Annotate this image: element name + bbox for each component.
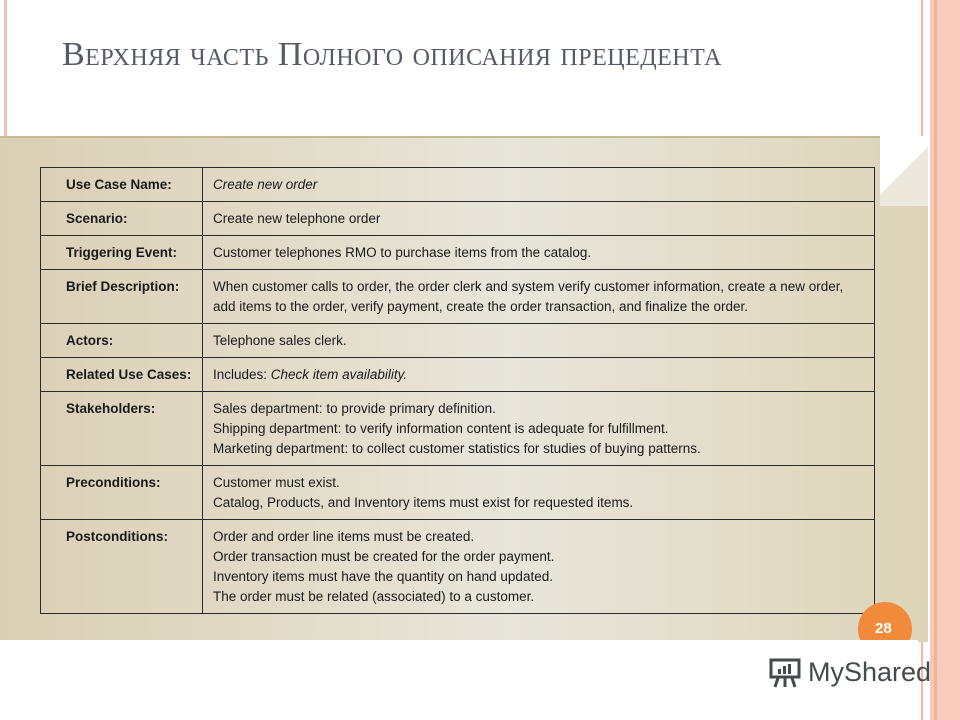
row-label: Related Use Cases: [41, 358, 203, 392]
row-value [203, 202, 875, 236]
row-value [203, 358, 875, 392]
row-label: Triggering Event: [41, 236, 203, 270]
value-line: Shipping department: to verify information content is adequate for fulfillment. [213, 421, 669, 436]
row-label: Scenario: [41, 202, 203, 236]
row-value [203, 168, 875, 202]
value-line: Customer telephones RMO to purchase items from the catalog. [213, 245, 592, 260]
value-line: Inventory items must have the quantity on hand updated. [213, 569, 553, 584]
table-row [41, 466, 875, 520]
table-row [41, 358, 875, 392]
row-label: Preconditions: [41, 466, 203, 520]
value-line: The order must be related (associated) to a customer. [213, 589, 535, 604]
myshared-logo [768, 656, 931, 688]
row-value [203, 520, 875, 614]
row-label: Postconditions: [41, 520, 203, 614]
value-line: Order and order line items must be created. [213, 529, 475, 544]
table-row [41, 324, 875, 358]
use-case-image [0, 136, 928, 642]
row-value [203, 466, 875, 520]
value-line: Marketing department: to collect customer statistics for studies of buying patterns. [213, 441, 701, 456]
row-value [203, 270, 875, 324]
row-value [203, 324, 875, 358]
table-row [41, 392, 875, 466]
value-line: Order transaction must be created for the order payment. [213, 549, 555, 564]
table-row [41, 270, 875, 324]
use-case-table [40, 167, 875, 614]
table-row [41, 202, 875, 236]
table-row [41, 236, 875, 270]
table-row [41, 520, 875, 614]
value-line: Customer must exist. [213, 475, 340, 490]
value-line: Telephone sales clerk. [213, 333, 347, 348]
slide-title: Верхняя часть Полного описания прецедента [62, 36, 722, 73]
row-label: Actors: [41, 324, 203, 358]
page-number: 28 [875, 620, 892, 637]
page-curl [880, 136, 928, 206]
watermark-text: MyShared [808, 656, 932, 687]
value-line: Create new telephone order [213, 211, 381, 226]
value-prefix: Includes: [213, 367, 271, 382]
value-line: Create new order [213, 177, 318, 192]
value-line: Catalog, Products, and Inventory items must exist for requested items. [213, 495, 634, 510]
table-row [41, 168, 875, 202]
row-label: Brief Description: [41, 270, 203, 324]
row-label: Use Case Name: [41, 168, 203, 202]
row-label: Stakeholders: [41, 392, 203, 466]
row-value [203, 392, 875, 466]
row-value [203, 236, 875, 270]
value-line: Check item availability. [270, 367, 408, 382]
value-line: Sales department: to provide primary definition. [213, 401, 496, 416]
value-line: When customer calls to order, the order clerk and system verify customer information, create a new order, add items to the order, verify payment, create the order transaction, and finalize the order. [213, 279, 844, 314]
presentation-board-icon [768, 656, 802, 688]
